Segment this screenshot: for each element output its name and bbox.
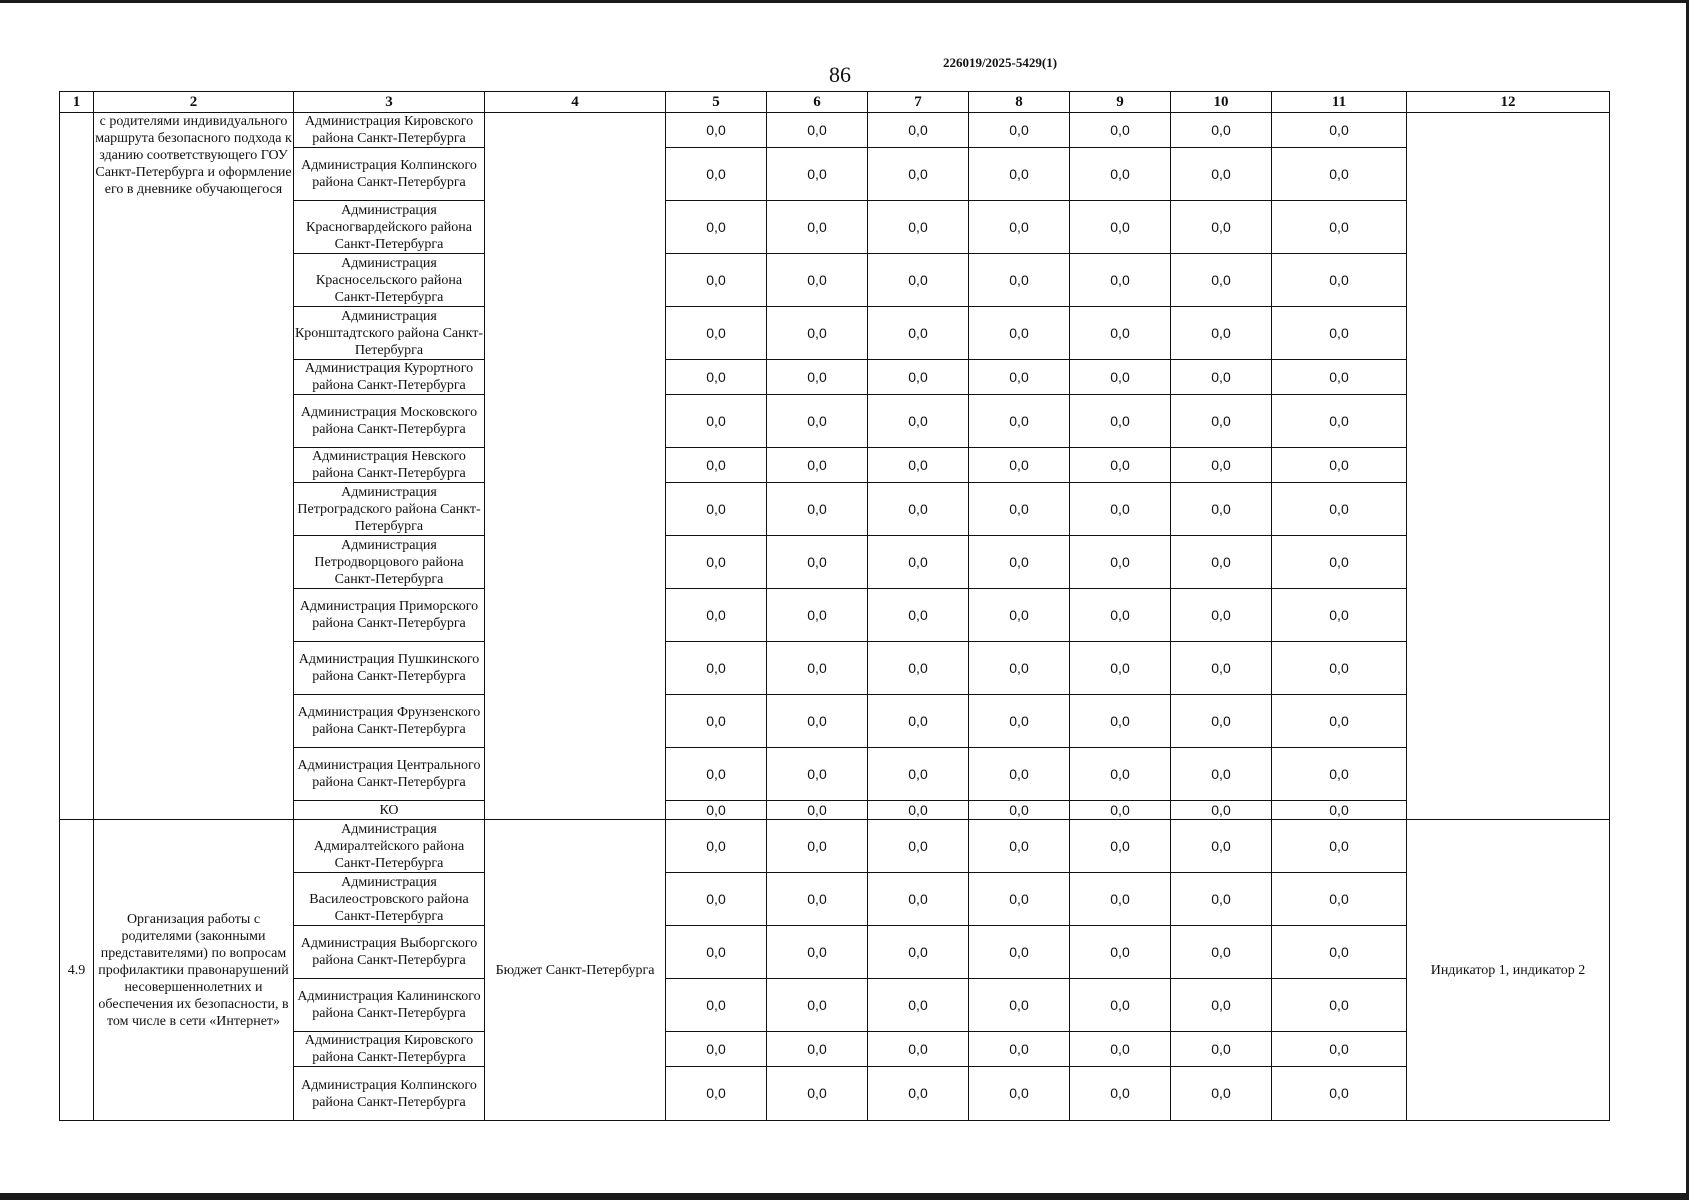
value-cell: 0,0 bbox=[767, 113, 868, 148]
value-cell: 0,0 bbox=[666, 360, 767, 395]
value-cell: 0,0 bbox=[969, 642, 1070, 695]
value-cell: 0,0 bbox=[1171, 820, 1272, 873]
executor-cell: Администрация Петродворцового района Санкт-Петербурга bbox=[294, 536, 485, 589]
value-cell: 0,0 bbox=[868, 483, 969, 536]
value-cell: 0,0 bbox=[1070, 395, 1171, 448]
column-header: 2 bbox=[94, 92, 294, 113]
executor-cell: Администрация Петроградского района Санкт-Петербурга bbox=[294, 483, 485, 536]
value-cell: 0,0 bbox=[666, 536, 767, 589]
executor-cell: Администрация Фрунзенского района Санкт-Петербурга bbox=[294, 695, 485, 748]
value-cell: 0,0 bbox=[1171, 695, 1272, 748]
value-cell: 0,0 bbox=[1272, 801, 1407, 820]
value-cell: 0,0 bbox=[666, 801, 767, 820]
value-cell: 0,0 bbox=[868, 201, 969, 254]
executor-cell: Администрация Василеостровского района Санкт-Петербурга bbox=[294, 873, 485, 926]
value-cell: 0,0 bbox=[1272, 254, 1407, 307]
value-cell: 0,0 bbox=[666, 695, 767, 748]
value-cell: 0,0 bbox=[868, 536, 969, 589]
value-cell: 0,0 bbox=[868, 820, 969, 873]
executor-cell: Администрация Красносельского района Санкт-Петербурга bbox=[294, 254, 485, 307]
executor-cell: Администрация Выборгского района Санкт-Петербурга bbox=[294, 926, 485, 979]
executor-cell: Администрация Курортного района Санкт-Петербурга bbox=[294, 360, 485, 395]
value-cell: 0,0 bbox=[1272, 748, 1407, 801]
value-cell: 0,0 bbox=[969, 395, 1070, 448]
value-cell: 0,0 bbox=[969, 926, 1070, 979]
funding-source-cell: Бюджет Санкт-Петербурга bbox=[485, 820, 666, 1121]
value-cell: 0,0 bbox=[868, 448, 969, 483]
executor-cell: Администрация Невского района Санкт-Петербурга bbox=[294, 448, 485, 483]
value-cell: 0,0 bbox=[767, 448, 868, 483]
value-cell: 0,0 bbox=[1272, 307, 1407, 360]
value-cell: 0,0 bbox=[969, 589, 1070, 642]
value-cell: 0,0 bbox=[666, 979, 767, 1032]
value-cell: 0,0 bbox=[1070, 820, 1171, 873]
value-cell: 0,0 bbox=[868, 979, 969, 1032]
value-cell: 0,0 bbox=[666, 1067, 767, 1121]
executor-cell: Администрация Пушкинского района Санкт-Петербурга bbox=[294, 642, 485, 695]
executor-cell: Администрация Колпинского района Санкт-Петербурга bbox=[294, 148, 485, 201]
value-cell: 0,0 bbox=[868, 926, 969, 979]
indicator-cell bbox=[1407, 113, 1610, 820]
column-header: 4 bbox=[485, 92, 666, 113]
executor-cell: Администрация Красногвардейского района Санкт-Петербурга bbox=[294, 201, 485, 254]
column-header: 12 bbox=[1407, 92, 1610, 113]
value-cell: 0,0 bbox=[666, 201, 767, 254]
value-cell: 0,0 bbox=[666, 926, 767, 979]
value-cell: 0,0 bbox=[1070, 1032, 1171, 1067]
value-cell: 0,0 bbox=[1171, 1032, 1272, 1067]
budget-table bbox=[59, 91, 1610, 1121]
value-cell: 0,0 bbox=[1171, 395, 1272, 448]
value-cell: 0,0 bbox=[1070, 1067, 1171, 1121]
executor-cell: Администрация Центрального района Санкт-Петербурга bbox=[294, 748, 485, 801]
value-cell: 0,0 bbox=[868, 307, 969, 360]
value-cell: 0,0 bbox=[1171, 748, 1272, 801]
value-cell: 0,0 bbox=[969, 360, 1070, 395]
value-cell: 0,0 bbox=[767, 1032, 868, 1067]
value-cell: 0,0 bbox=[1272, 979, 1407, 1032]
value-cell: 0,0 bbox=[767, 307, 868, 360]
column-header: 6 bbox=[767, 92, 868, 113]
value-cell: 0,0 bbox=[969, 695, 1070, 748]
column-header: 8 bbox=[969, 92, 1070, 113]
value-cell: 0,0 bbox=[767, 148, 868, 201]
executor-cell: Администрация Приморского района Санкт-Петербурга bbox=[294, 589, 485, 642]
value-cell: 0,0 bbox=[1171, 1067, 1272, 1121]
value-cell: 0,0 bbox=[1171, 483, 1272, 536]
value-cell: 0,0 bbox=[666, 448, 767, 483]
value-cell: 0,0 bbox=[1070, 695, 1171, 748]
value-cell: 0,0 bbox=[969, 873, 1070, 926]
table-row bbox=[60, 113, 1610, 148]
value-cell: 0,0 bbox=[868, 395, 969, 448]
value-cell: 0,0 bbox=[1272, 148, 1407, 201]
value-cell: 0,0 bbox=[868, 360, 969, 395]
value-cell: 0,0 bbox=[1070, 360, 1171, 395]
value-cell: 0,0 bbox=[1272, 536, 1407, 589]
value-cell: 0,0 bbox=[767, 589, 868, 642]
value-cell: 0,0 bbox=[666, 483, 767, 536]
value-cell: 0,0 bbox=[767, 536, 868, 589]
value-cell: 0,0 bbox=[1070, 201, 1171, 254]
value-cell: 0,0 bbox=[1171, 113, 1272, 148]
funding-source-cell bbox=[485, 113, 666, 820]
value-cell: 0,0 bbox=[666, 148, 767, 201]
value-cell: 0,0 bbox=[1070, 307, 1171, 360]
executor-cell: Администрация Кронштадтского района Санкт-Петербурга bbox=[294, 308, 484, 358]
value-cell: 0,0 bbox=[666, 1032, 767, 1067]
value-cell: 0,0 bbox=[1070, 873, 1171, 926]
value-cell: 0,0 bbox=[868, 1067, 969, 1121]
value-cell: 0,0 bbox=[969, 201, 1070, 254]
value-cell: 0,0 bbox=[1171, 926, 1272, 979]
value-cell: 0,0 bbox=[969, 748, 1070, 801]
value-cell: 0,0 bbox=[1070, 448, 1171, 483]
value-cell: 0,0 bbox=[767, 642, 868, 695]
value-cell: 0,0 bbox=[1272, 1067, 1407, 1121]
value-cell: 0,0 bbox=[1272, 589, 1407, 642]
value-cell: 0,0 bbox=[1272, 926, 1407, 979]
value-cell: 0,0 bbox=[1171, 801, 1272, 820]
value-cell: 0,0 bbox=[767, 801, 868, 820]
value-cell: 0,0 bbox=[1272, 483, 1407, 536]
value-cell: 0,0 bbox=[969, 801, 1070, 820]
scan-border-bottom bbox=[0, 1193, 1689, 1200]
value-cell: 0,0 bbox=[1070, 589, 1171, 642]
executor-cell: Администрация Московского района Санкт-Петербурга bbox=[294, 395, 485, 448]
value-cell: 0,0 bbox=[868, 642, 969, 695]
value-cell: 0,0 bbox=[969, 979, 1070, 1032]
value-cell: 0,0 bbox=[1272, 873, 1407, 926]
value-cell: 0,0 bbox=[1171, 589, 1272, 642]
scan-border-top bbox=[0, 0, 1689, 3]
value-cell: 0,0 bbox=[969, 307, 1070, 360]
value-cell: 0,0 bbox=[767, 360, 868, 395]
value-cell: 0,0 bbox=[1171, 536, 1272, 589]
value-cell: 0,0 bbox=[868, 254, 969, 307]
value-cell: 0,0 bbox=[868, 113, 969, 148]
column-header: 1 bbox=[60, 92, 94, 113]
value-cell: 0,0 bbox=[666, 395, 767, 448]
page-number: 86 bbox=[829, 62, 851, 87]
value-cell: 0,0 bbox=[868, 748, 969, 801]
value-cell: 0,0 bbox=[868, 1032, 969, 1067]
value-cell: 0,0 bbox=[767, 483, 868, 536]
value-cell: 0,0 bbox=[1171, 642, 1272, 695]
value-cell: 0,0 bbox=[1070, 148, 1171, 201]
value-cell: 0,0 bbox=[969, 483, 1070, 536]
value-cell: 0,0 bbox=[666, 589, 767, 642]
item-number-cell: 4.9 bbox=[60, 820, 94, 1121]
executor-cell: КО bbox=[294, 801, 485, 820]
measure-cell: Организация работы с родителями (законными представителями) по вопросам профилактики правонарушений несовершеннолетних и обеспечения их безопасности, в том числе в сети «Интернет» bbox=[94, 820, 294, 1121]
column-header: 10 bbox=[1171, 92, 1272, 113]
value-cell: 0,0 bbox=[969, 536, 1070, 589]
executor-cell: Администрация Кировского района Санкт-Петербурга bbox=[294, 113, 485, 148]
value-cell: 0,0 bbox=[1272, 820, 1407, 873]
table-row bbox=[60, 820, 1610, 873]
value-cell: 0,0 bbox=[666, 748, 767, 801]
value-cell: 0,0 bbox=[767, 873, 868, 926]
value-cell: 0,0 bbox=[767, 395, 868, 448]
value-cell: 0,0 bbox=[767, 926, 868, 979]
value-cell: 0,0 bbox=[868, 801, 969, 820]
value-cell: 0,0 bbox=[1070, 979, 1171, 1032]
value-cell: 0,0 bbox=[969, 820, 1070, 873]
column-header: 9 bbox=[1070, 92, 1171, 113]
value-cell: 0,0 bbox=[1070, 926, 1171, 979]
value-cell: 0,0 bbox=[1070, 748, 1171, 801]
value-cell: 0,0 bbox=[666, 113, 767, 148]
value-cell: 0,0 bbox=[767, 254, 868, 307]
value-cell: 0,0 bbox=[1171, 148, 1272, 201]
value-cell: 0,0 bbox=[969, 113, 1070, 148]
executor-cell: Администрация Калининского района Санкт-Петербурга bbox=[294, 979, 485, 1032]
value-cell: 0,0 bbox=[1272, 448, 1407, 483]
value-cell: 0,0 bbox=[1272, 201, 1407, 254]
value-cell: 0,0 bbox=[767, 201, 868, 254]
value-cell: 0,0 bbox=[1171, 307, 1272, 360]
measure-cell: с родителями индивидуального маршрута безопасного подхода к зданию соответствующего ГОУ Санкт-Петербурга и оформление его в дневнике обучающегося bbox=[94, 113, 294, 820]
value-cell: 0,0 bbox=[1171, 873, 1272, 926]
value-cell: 0,0 bbox=[666, 642, 767, 695]
value-cell: 0,0 bbox=[1070, 642, 1171, 695]
value-cell: 0,0 bbox=[1171, 254, 1272, 307]
value-cell: 0,0 bbox=[868, 873, 969, 926]
executor-cell: Администрация Кировского района Санкт-Петербурга bbox=[294, 1032, 485, 1067]
value-cell: 0,0 bbox=[1070, 801, 1171, 820]
indicator-cell: Индикатор 1, индикатор 2 bbox=[1407, 820, 1610, 1121]
value-cell: 0,0 bbox=[868, 695, 969, 748]
value-cell: 0,0 bbox=[666, 254, 767, 307]
value-cell: 0,0 bbox=[1070, 536, 1171, 589]
column-header: 7 bbox=[868, 92, 969, 113]
executor-cell: Администрация Адмиралтейского района Санкт-Петербурга bbox=[294, 820, 485, 873]
value-cell: 0,0 bbox=[1272, 360, 1407, 395]
value-cell: 0,0 bbox=[1272, 395, 1407, 448]
value-cell: 0,0 bbox=[1272, 1032, 1407, 1067]
value-cell: 0,0 bbox=[666, 307, 767, 360]
value-cell: 0,0 bbox=[1171, 979, 1272, 1032]
value-cell: 0,0 bbox=[969, 148, 1070, 201]
column-header: 5 bbox=[666, 92, 767, 113]
column-header: 11 bbox=[1272, 92, 1407, 113]
value-cell: 0,0 bbox=[969, 1032, 1070, 1067]
value-cell: 0,0 bbox=[1171, 201, 1272, 254]
value-cell: 0,0 bbox=[868, 589, 969, 642]
value-cell: 0,0 bbox=[767, 820, 868, 873]
executor-cell: Администрация Колпинского района Санкт-Петербурга bbox=[294, 1067, 485, 1121]
item-number-cell bbox=[60, 113, 94, 820]
document-id: 226019/2025-5429(1) bbox=[942, 55, 1058, 70]
value-cell: 0,0 bbox=[969, 448, 1070, 483]
value-cell: 0,0 bbox=[767, 695, 868, 748]
value-cell: 0,0 bbox=[868, 148, 969, 201]
value-cell: 0,0 bbox=[767, 979, 868, 1032]
header-row bbox=[60, 92, 1610, 113]
value-cell: 0,0 bbox=[1070, 483, 1171, 536]
value-cell: 0,0 bbox=[969, 1067, 1070, 1121]
value-cell: 0,0 bbox=[1272, 113, 1407, 148]
value-cell: 0,0 bbox=[666, 873, 767, 926]
value-cell: 0,0 bbox=[1272, 642, 1407, 695]
value-cell: 0,0 bbox=[1272, 695, 1407, 748]
value-cell: 0,0 bbox=[969, 254, 1070, 307]
value-cell: 0,0 bbox=[1070, 254, 1171, 307]
value-cell: 0,0 bbox=[1171, 448, 1272, 483]
value-cell: 0,0 bbox=[666, 820, 767, 873]
column-header: 3 bbox=[294, 92, 485, 113]
value-cell: 0,0 bbox=[1070, 113, 1171, 148]
value-cell: 0,0 bbox=[767, 748, 868, 801]
value-cell: 0,0 bbox=[1171, 360, 1272, 395]
value-cell: 0,0 bbox=[767, 1067, 868, 1121]
